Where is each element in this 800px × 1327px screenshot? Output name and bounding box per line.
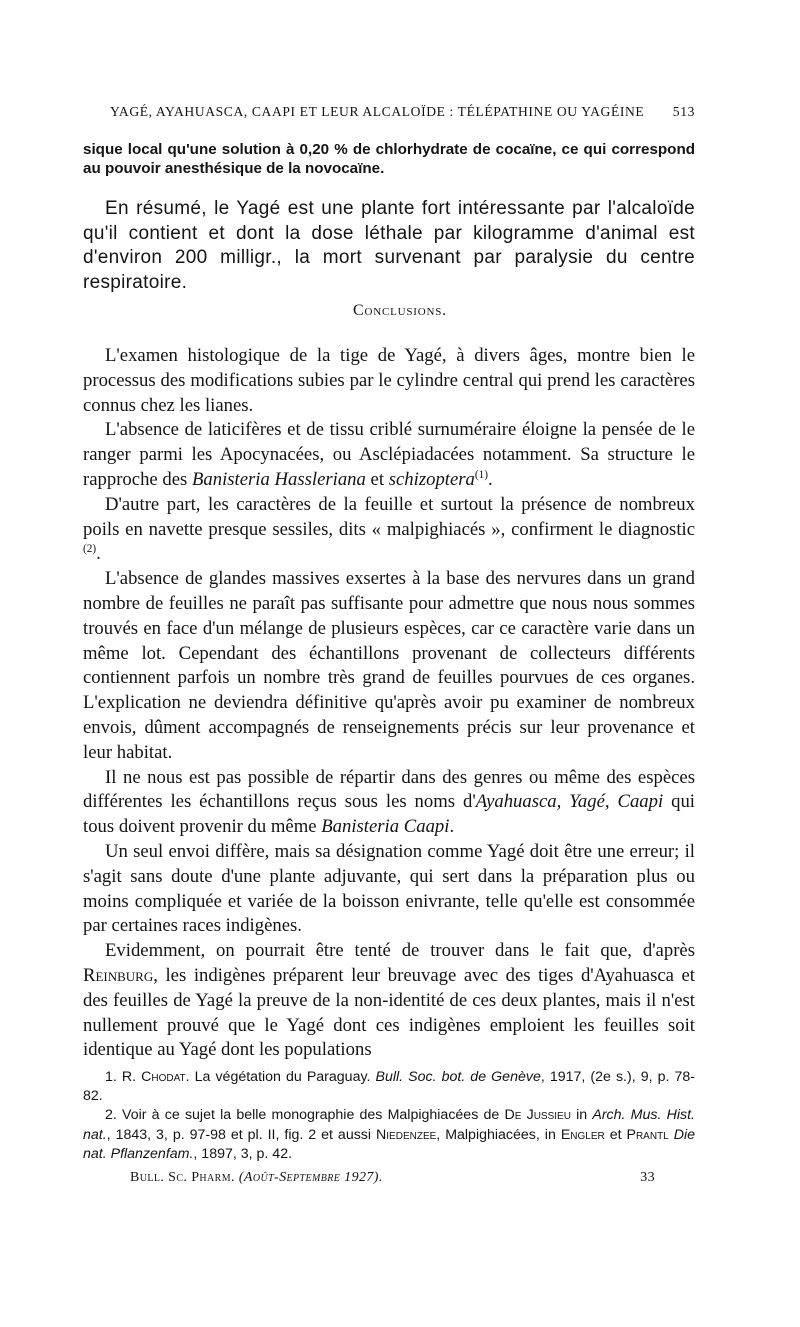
taxon-name: schizoptera [388, 468, 475, 490]
text-run: . [449, 816, 455, 838]
footnote-1 [83, 1068, 695, 1106]
author-name: Engler [560, 1126, 605, 1143]
running-head-title: YAGÉ, AYAHUASCA, CAAPI ET LEUR ALCALOÏDE : TÉLÉPATHINE OU YAGÉINE [110, 104, 645, 119]
issue-date: (Août-Septembre 1927). [238, 1170, 383, 1185]
journal-name: Bull. Sc. Pharm. [130, 1170, 235, 1185]
footnotes [83, 1068, 695, 1164]
paragraph-5 [83, 766, 695, 840]
footnote-ref: (2) [83, 543, 97, 556]
text-run: D'autre part, les caractères de la feuille et surtout la présence de nombreux poils en navette presque sessiles, dits « malpighiacés », confirment le diagnostic [83, 493, 695, 540]
body-text [83, 344, 695, 1063]
text-run: 2. Voir à ce sujet la belle monographie des Malpighiacées de [105, 1107, 505, 1124]
text-run: . La végétation du Paraguay. [185, 1069, 376, 1085]
page-number: 513 [672, 104, 695, 119]
author-name: Chodat [141, 1069, 186, 1085]
paragraph-6: Un seul envoi diffère, mais sa désignation comme Yagé doit être une erreur; il s'agit sans doute d'une plante adjuvante, qui sert dans la préparation plus ou moins compliquée et variée de la boisson enivrante, telle qu'elle est consommée par certaines races indigènes. [83, 840, 695, 937]
journal-title: Arch. Mus. Hist. nat. [83, 1107, 695, 1143]
text-run: , 1843, 3, p. 97-98 et pl. II, fig. 2 et aussi [106, 1126, 377, 1143]
text-run: L'absence de laticifères et de tissu criblé surnuméraire éloigne la pensée de le ranger parmi les Apocynacées, ou Asclépiadacées notamment. Sa structure le rapproche des [83, 419, 695, 490]
text-run: , 1917, (2e s.), 9, p. 78-82. [83, 1069, 695, 1105]
text-run: , Malpighiacées, in [436, 1126, 561, 1143]
vernacular-names: Ayahuasca, Yagé, Caapi [475, 791, 664, 813]
text-run: et [365, 468, 389, 490]
running-head [110, 104, 695, 120]
taxon-name: Banisteria Hassleriana [191, 468, 366, 490]
paragraph-2 [83, 418, 695, 492]
journal-title: Die nat. Pflanzenfam. [83, 1126, 696, 1162]
text-run: Evidemment, on pourrait être tenté de trouver dans le fait que, d'après [105, 940, 695, 962]
paragraph-3 [83, 493, 695, 567]
text-run: , les indigènes préparent leur breuvage avec des tiges d'Ayahuasca et des feuilles de Yagé la preuve de la non-identité de ces deux plantes, mais il n'est nullement prouvé que le Yagé dont ces indigènes emploient les feuilles soit identique au Yagé dont les populations [83, 964, 695, 1061]
paragraph-7 [83, 939, 695, 1063]
text-run: , 1897, 3, p. 42. [193, 1145, 293, 1162]
journal-title: Bull. Soc. bot. de Genève [375, 1069, 541, 1085]
author-name: Prantl [626, 1126, 669, 1143]
text-run: qui tous doivent provenir du même [83, 791, 695, 838]
author-name: Niedenzee [376, 1126, 437, 1143]
lead-paragraph: sique local qu'une solution à 0,20 % de chlorhydrate de cocaïne, ce qui correspond au pouvoir anesthésique de la novocaïne. [83, 141, 695, 177]
author-name: Reinburg [83, 964, 154, 986]
footnote-2 [83, 1106, 695, 1164]
paragraph-4: L'absence de glandes massives exsertes à la base des nervures dans un grand nombre de feuilles ne paraît pas suffisante pour admettre que nous nous sommes trouvés en face d'un mélange de plusieurs espèces, car ce caractère varie dans un même lot. Cependant des échantillons provenant de collecteurs différents contiennent parfois un nombre très grand de feuilles pourvues de ces organes. L'explication ne deviendra définitive qu'après avoir pu examiner de nombreux envois, dûment accompagnés de renseignements précis sur leur provenance et leur habitat. [83, 568, 695, 763]
page-footer [130, 1170, 655, 1186]
text-run: 1. R. [105, 1069, 142, 1085]
summary-section [83, 197, 695, 295]
text-run: Il ne nous est pas possible de répartir dans des genres ou même des espèces différentes les échantillons reçus sous les noms d' [83, 766, 695, 813]
taxon-name: Banisteria Caapi [321, 816, 450, 838]
section-title: Conclusions. [353, 302, 447, 319]
text-run: . [487, 468, 493, 490]
author-name: De Jussieu [504, 1107, 571, 1124]
text-run: in [570, 1107, 593, 1124]
text-run: et [604, 1126, 627, 1143]
sheet-number: 33 [640, 1170, 655, 1185]
footnote-ref: (1) [474, 468, 488, 481]
summary-paragraph: En résumé, le Yagé est une plante fort intéressante par l'alcaloïde qu'il contient et dont la dose léthale par kilogramme d'animal est d'environ 200 milligr., la mort survenant par paralysie du centre respiratoire. [83, 198, 695, 293]
text-run: . [96, 543, 101, 565]
paragraph-1: L'examen histologique de la tige de Yagé, à divers âges, montre bien le processus des modifications subies par le cylindre central qui prend les caractères connus chez les lianes. [83, 345, 695, 416]
